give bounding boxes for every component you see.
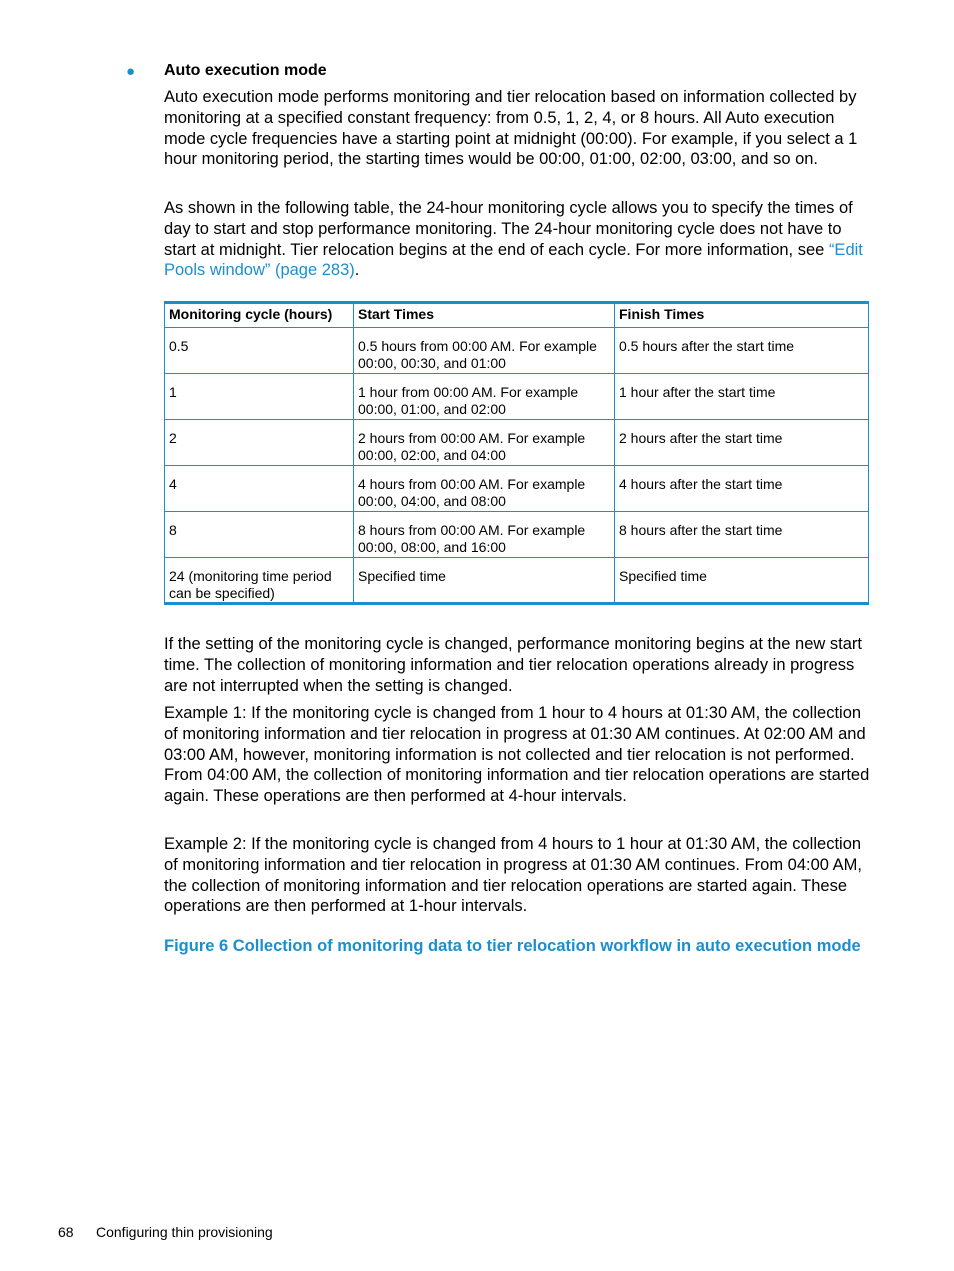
bullet-icon: ● [126,63,136,80]
table-row [165,466,869,512]
start-times-cell: 2 hours from 00:00 AM. For example 00:00, 02:00, and 04:00 [354,420,615,466]
table-intro-text: As shown in the following table, the 24-hour monitoring cycle allows you to specify the times of day to start and stop performance monitoring. The 24-hour monitoring cycle does not have to start at midnight. Tier relocation begins at the end of each cycle. For more information, see [164,199,853,259]
edit-pools-window-link[interactable]: “Edit Pools window” (page 283) [164,240,863,280]
cycle-cell: 24 (monitoring time period can be specified) [165,558,354,604]
table-header-row [165,303,869,328]
finish-times-cell: 2 hours after the start time [615,420,869,466]
header-monitoring-cycle: Monitoring cycle (hours) [165,303,354,328]
cycle-cell: 2 [165,420,354,466]
chapter-title: Configuring thin provisioning [96,1224,273,1240]
start-times-cell: 8 hours from 00:00 AM. For example 00:00, 08:00, and 16:00 [354,512,615,558]
finish-times-cell: 8 hours after the start time [615,512,869,558]
start-times-cell: Specified time [354,558,615,604]
table-row [165,558,869,604]
table-intro-period: . [354,261,360,280]
monitoring-cycle-table [164,301,869,605]
header-start-times: Start Times [354,303,615,328]
cycle-cell: 0.5 [165,328,354,374]
example-1-paragraph: Example 1: If the monitoring cycle is changed from 1 hour to 4 hours at 01:30 AM, the collection of monitoring information and tier relocation in progress at 01:30 AM continues. At 02:00 AM and 03:00 AM, however, monitoring information is not collected and tier relocation is not performed. From 04:00 AM, the collection of monitoring information and tier relocation operations are started again. These operations are then performed at 4-hour intervals. [164,704,870,806]
table-row [165,328,869,374]
example-2-paragraph: Example 2: If the monitoring cycle is changed from 4 hours to 1 hour at 01:30 AM, the collection of monitoring information and tier relocation in progress at 01:30 AM continues. From 04:00 AM, the collection of monitoring information and tier relocation operations are started again. These operations are then performed at 1-hour intervals. [164,835,862,916]
finish-times-cell: 0.5 hours after the start time [615,328,869,374]
figure-caption: Figure 6 Collection of monitoring data to tier relocation workflow in auto execution mode [164,937,861,955]
cycle-cell: 8 [165,512,354,558]
cycle-cell: 4 [165,466,354,512]
finish-times-cell: Specified time [615,558,869,604]
start-times-cell: 4 hours from 00:00 AM. For example 00:00, 04:00, and 08:00 [354,466,615,512]
cycle-cell: 1 [165,374,354,420]
finish-times-cell: 4 hours after the start time [615,466,869,512]
start-times-cell: 1 hour from 00:00 AM. For example 00:00, 01:00, and 02:00 [354,374,615,420]
table-row [165,512,869,558]
table-intro-paragraph [164,198,870,281]
setting-change-paragraph: If the setting of the monitoring cycle is changed, performance monitoring begins at the new start time. The collection of monitoring information and tier relocation operations already in progress are not interrupted when the setting is changed. [164,635,862,695]
page-footer [58,1223,273,1241]
header-finish-times: Finish Times [615,303,869,328]
start-times-cell: 0.5 hours from 00:00 AM. For example 00:00, 00:30, and 01:00 [354,328,615,374]
finish-times-cell: 1 hour after the start time [615,374,869,420]
table-row [165,420,869,466]
page-number: 68 [58,1224,74,1240]
section-heading: Auto execution mode [164,62,327,79]
table-row [165,374,869,420]
intro-paragraph: Auto execution mode performs monitoring and tier relocation based on information collected by monitoring at a specified constant frequency: from 0.5, 1, 2, 4, or 8 hours. All Auto execution mode cycle frequencies have a starting point at midnight (00:00). For example, if you select a 1 hour monitoring period, the starting times would be 00:00, 01:00, 02:00, 03:00, and so on. [164,88,858,169]
